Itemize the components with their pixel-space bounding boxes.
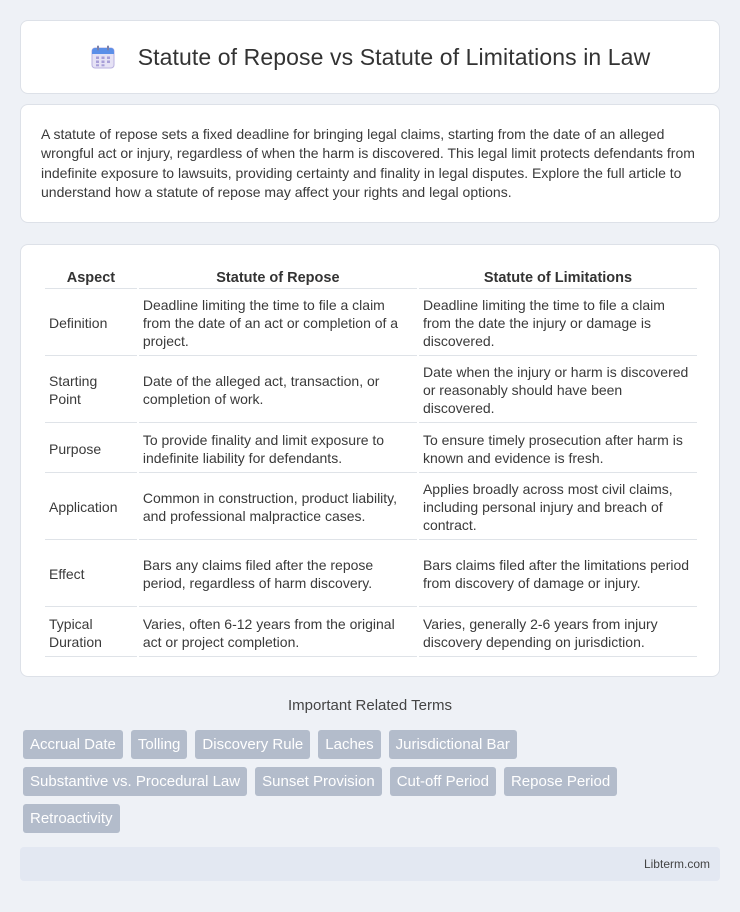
footer-site-link[interactable]: Libterm.com xyxy=(643,857,710,871)
header-aspect: Aspect xyxy=(45,267,137,289)
table-row xyxy=(45,358,697,423)
intro-card xyxy=(20,104,720,223)
header-statute-of-repose: Statute of Repose xyxy=(139,267,417,289)
table-row xyxy=(45,291,697,356)
tag-discovery-rule[interactable]: Discovery Rule xyxy=(195,730,310,759)
page-title: Statute of Repose vs Statute of Limitations in Law xyxy=(137,43,651,70)
intro-text: A statute of repose sets a fixed deadline for bringing legal claims, starting from the date of an alleged wrongful act or injury, regardless of when the harm is discovered. This legal limit protects defendants from indefinite exposure to lawsuits, providing certainty and finality in legal disputes. Explore the full article to understand how a statute of repose may affect your rights and legal options. xyxy=(41,126,695,201)
limitations-cell: Deadline limiting the time to file a claim from the date the injury or damage is discovered. xyxy=(419,291,697,356)
comparison-table xyxy=(43,265,699,659)
tag-retroactivity[interactable]: Retroactivity xyxy=(23,804,120,833)
tag-sunset-provision[interactable]: Sunset Provision xyxy=(255,767,382,796)
footer xyxy=(20,847,720,881)
repose-cell: Bars any claims filed after the repose period, regardless of harm discovery. xyxy=(139,542,417,607)
tag-accrual-date[interactable]: Accrual Date xyxy=(23,730,123,759)
aspect-cell: Starting Point xyxy=(45,358,137,423)
aspect-cell: Purpose xyxy=(45,425,137,473)
repose-cell: Deadline limiting the time to file a claim from the date of an act or completion of a project. xyxy=(139,291,417,356)
limitations-cell: Bars claims filed after the limitations period from discovery of damage or injury. xyxy=(419,542,697,607)
tag-tolling[interactable]: Tolling xyxy=(131,730,188,759)
related-terms-tags xyxy=(23,730,683,841)
header-card xyxy=(20,20,720,94)
limitations-cell: To ensure timely prosecution after harm is known and evidence is fresh. xyxy=(419,425,697,473)
repose-cell: To provide finality and limit exposure to indefinite liability for defendants. xyxy=(139,425,417,473)
header-statute-of-limitations: Statute of Limitations xyxy=(419,267,697,289)
table-header-row xyxy=(45,267,697,289)
repose-cell: Varies, often 6-12 years from the original act or project completion. xyxy=(139,609,417,657)
limitations-cell: Date when the injury or harm is discovered or reasonably should have been discovered. xyxy=(419,358,697,423)
tag-substantive-vs-procedural-law[interactable]: Substantive vs. Procedural Law xyxy=(23,767,247,796)
table-row xyxy=(45,425,697,473)
comparison-table-card xyxy=(20,244,720,677)
tag-cut-off-period[interactable]: Cut-off Period xyxy=(390,767,496,796)
header xyxy=(90,44,651,71)
tag-jurisdictional-bar[interactable]: Jurisdictional Bar xyxy=(389,730,517,759)
repose-cell: Date of the alleged act, transaction, or completion of work. xyxy=(139,358,417,423)
aspect-cell: Effect xyxy=(45,542,137,607)
limitations-cell: Varies, generally 2-6 years from injury discovery depending on jurisdiction. xyxy=(419,609,697,657)
limitations-cell: Applies broadly across most civil claims, including personal injury and breach of contract. xyxy=(419,475,697,540)
tag-laches[interactable]: Laches xyxy=(318,730,380,759)
repose-cell: Common in construction, product liability, and professional malpractice cases. xyxy=(139,475,417,540)
table-row xyxy=(45,609,697,657)
aspect-cell: Typical Duration xyxy=(45,609,137,657)
aspect-cell: Definition xyxy=(45,291,137,356)
table-row xyxy=(45,542,697,607)
table-row xyxy=(45,475,697,540)
tag-repose-period[interactable]: Repose Period xyxy=(504,767,617,796)
calendar-icon xyxy=(90,44,116,70)
aspect-cell: Application xyxy=(45,475,137,540)
related-terms-title: Important Related Terms xyxy=(288,697,452,714)
